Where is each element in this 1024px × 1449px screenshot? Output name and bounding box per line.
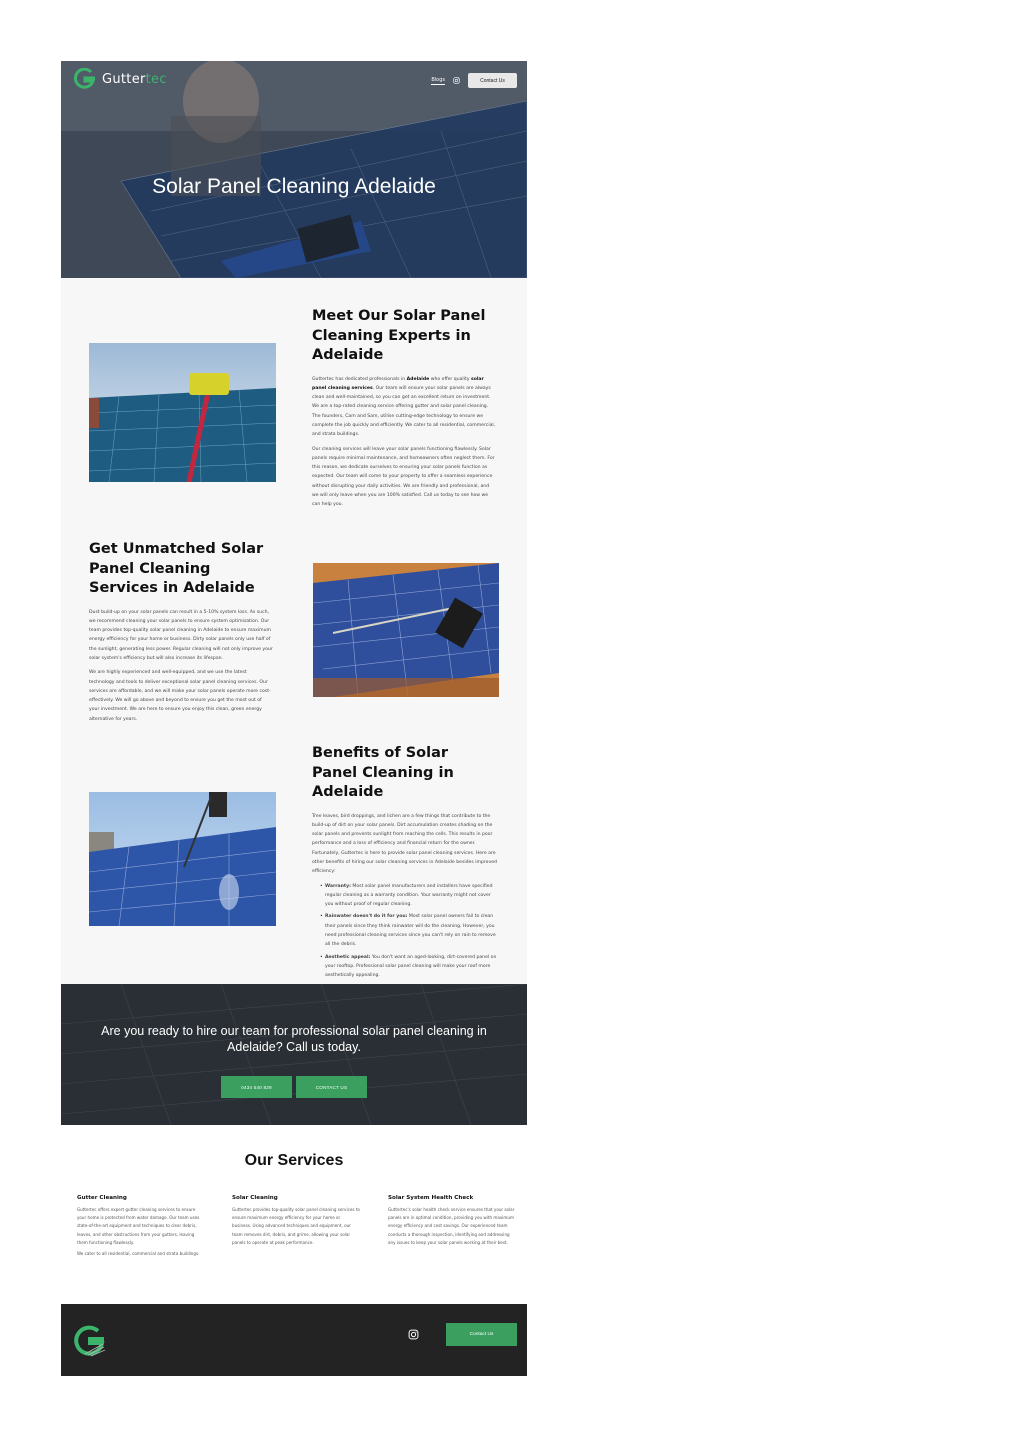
section1-text [312,307,497,510]
section1-paragraph-1: Guttertec has dedicated professionals in Adelaide who offer quality solar panel cleaning services. Our team will ensure your solar panels are always clean and well-maintained, so you can get an excellent return on investment. We are a top-rated cleaning service offering gutter and solar panel cleaning. The founders, Cam and Sam, utilise cutting-edge technology to ensure we complete the job quickly and efficiently. We cater to all residential, commercial, and strata buildings. [312,376,496,438]
cta-section [61,984,527,1125]
call-phone-button[interactable]: 0434 540 829 [221,1076,292,1098]
section2-paragraph-1: Dust build-up on your solar panels can result in a 5-10% system loss. As such, we recommend cleaning your solar panels to ensure system optimisation. Our team provides top-quality solar panel cleaning in Adelaide to ensure maximum energy efficiency for your home or business. Dirty solar panels only use half of the sunlight, generating less power. Regular cleaning will not only improve your solar system's efficiency but will also increase its lifespan. [89,609,273,661]
hero-title: Solar Panel Cleaning Adelaide [152,175,436,198]
nav-contact-button[interactable]: Contact Us [468,73,517,88]
service-gutter-cleaning [77,1195,205,1261]
cta-text: Are you ready to hire our team for professional solar panel cleaning in Adelaide? Call us today. [101,1024,487,1054]
service-title: Solar System Health Check [388,1195,474,1201]
instagram-icon[interactable] [453,77,460,84]
cta-contact-button[interactable]: CONTACT US [296,1076,367,1098]
section2-heading: Get Unmatched Solar Panel Cleaning Services in Adelaide [89,541,264,596]
content-section [61,278,527,984]
footer [61,1304,527,1376]
section3-paragraph-1: Tree leaves, bird droppings, and lichen are a few things that contribute to the build-up of dirt on your solar panels. Dirt accumulation creates shading on the solar panels and prevents sunlight from reaching the cells. This results in poor performance and a loss of efficiency and financial return for the owner. Fortunately, Guttertec is here to provide solar panel cleaning services. Here are other benefits of hiring our solar cleaning services in Adelaide besides improved efficiency: [312,813,497,875]
service-description: Guttertec's solar health check service ensures that your solar panels are in optimal condition, providing you with maximum energy efficiency and cost savings. Our experienced team conducts a thorough inspection, identifying and addressing any issues to keep your solar panels working at their best. [388,1207,515,1245]
nav-blogs-link[interactable]: Blogs [431,76,445,83]
section2-paragraph-2: We are highly experienced and well-equipped, and we use the latest technology and tools to deliver exceptional solar panel cleaning services. Our services are affordable, and we will make your solar panels operate more cost-effectively. We will go above and beyond to ensure you get the most out of your investment. We are here to ensure you enjoy this clean, green energy alternative for years. [89,670,271,722]
section1-paragraph-2: Our cleaning services will leave your solar panels functioning flawlessly. Solar panels require minimal maintenance, and homeowners often neglect them. For this reason, we dedicate ourselves to ensuring your solar panels function as expected. Our team will come to your property to offer a seamless experience without disrupting your daily activities. We are friendly and professional, and we will only leave when you are 100% satisfied. Call us today to see how we can help you. [312,446,495,508]
gutter-logo-icon [71,68,97,90]
hero-section [61,61,527,278]
section2-text [89,540,273,724]
section3-heading: Benefits of Solar Panel Cleaning in Adelaide [312,745,454,800]
section1-heading: Meet Our Solar Panel Cleaning Experts in Adelaide [312,308,486,363]
solar-cleaning-image-2 [313,563,499,697]
service-solar-cleaning [232,1195,360,1250]
service-title: Solar Cleaning [232,1195,278,1201]
benefit-item-aesthetic: • Aesthetic appeal: You don't want an aged-looking, dirt-covered panel on your rooftop. Professional solar panel cleaning will make your roof more aesthetically appealing. [320,953,497,981]
footer-contact-button[interactable]: Contact Us [446,1323,517,1346]
instagram-icon[interactable] [408,1329,419,1340]
service-description: Guttertec offers expert gutter cleaning services to ensure your home is protected from water damage. Our team uses state-of-the-art equipment and techniques to clear debris, leaves, and other obstructions from your gutters, leaving them functioning flawlessly. [77,1207,200,1245]
page [61,61,527,1376]
benefits-list [320,882,497,981]
service-description: Guttertec provides top-quality solar panel cleaning services to ensure maximum energy efficiency for your home or business. Using advanced techniques and equipment, our team removes dirt, debris, and grime, allowing your solar panels to operate at peak performance. [232,1207,360,1245]
service-note: We cater to all residential, commercial and strata buildings. [77,1251,200,1257]
services-title: Our Services [244,1152,344,1169]
benefit-item-warranty: • Warranty: Most solar panel manufacturers and installers have specified regular cleaning as a warranty condition. Your warranty might not cover you without proof of regular cleaning. [320,882,497,910]
benefit-item-rainwater: • Rainwater doesn't do it for you: Most solar panel owners fail to clean their panels since they think rainwater will do the cleaning. However, you need professional cleaning services since you can't rely on rain to remove all the debris. [320,912,497,949]
footer-logo-icon[interactable] [71,1324,107,1357]
hero-overlay [61,61,527,278]
top-nav [431,73,517,88]
cta-buttons [61,1076,527,1098]
solar-cleaning-image-3 [89,792,276,926]
services-section [61,1125,527,1304]
logo-text: Guttertec [102,71,167,87]
service-health-check [388,1195,516,1250]
service-title: Gutter Cleaning [77,1195,127,1201]
solar-cleaning-image-1 [89,343,276,482]
section3-text [312,744,497,984]
site-logo[interactable] [71,68,167,90]
